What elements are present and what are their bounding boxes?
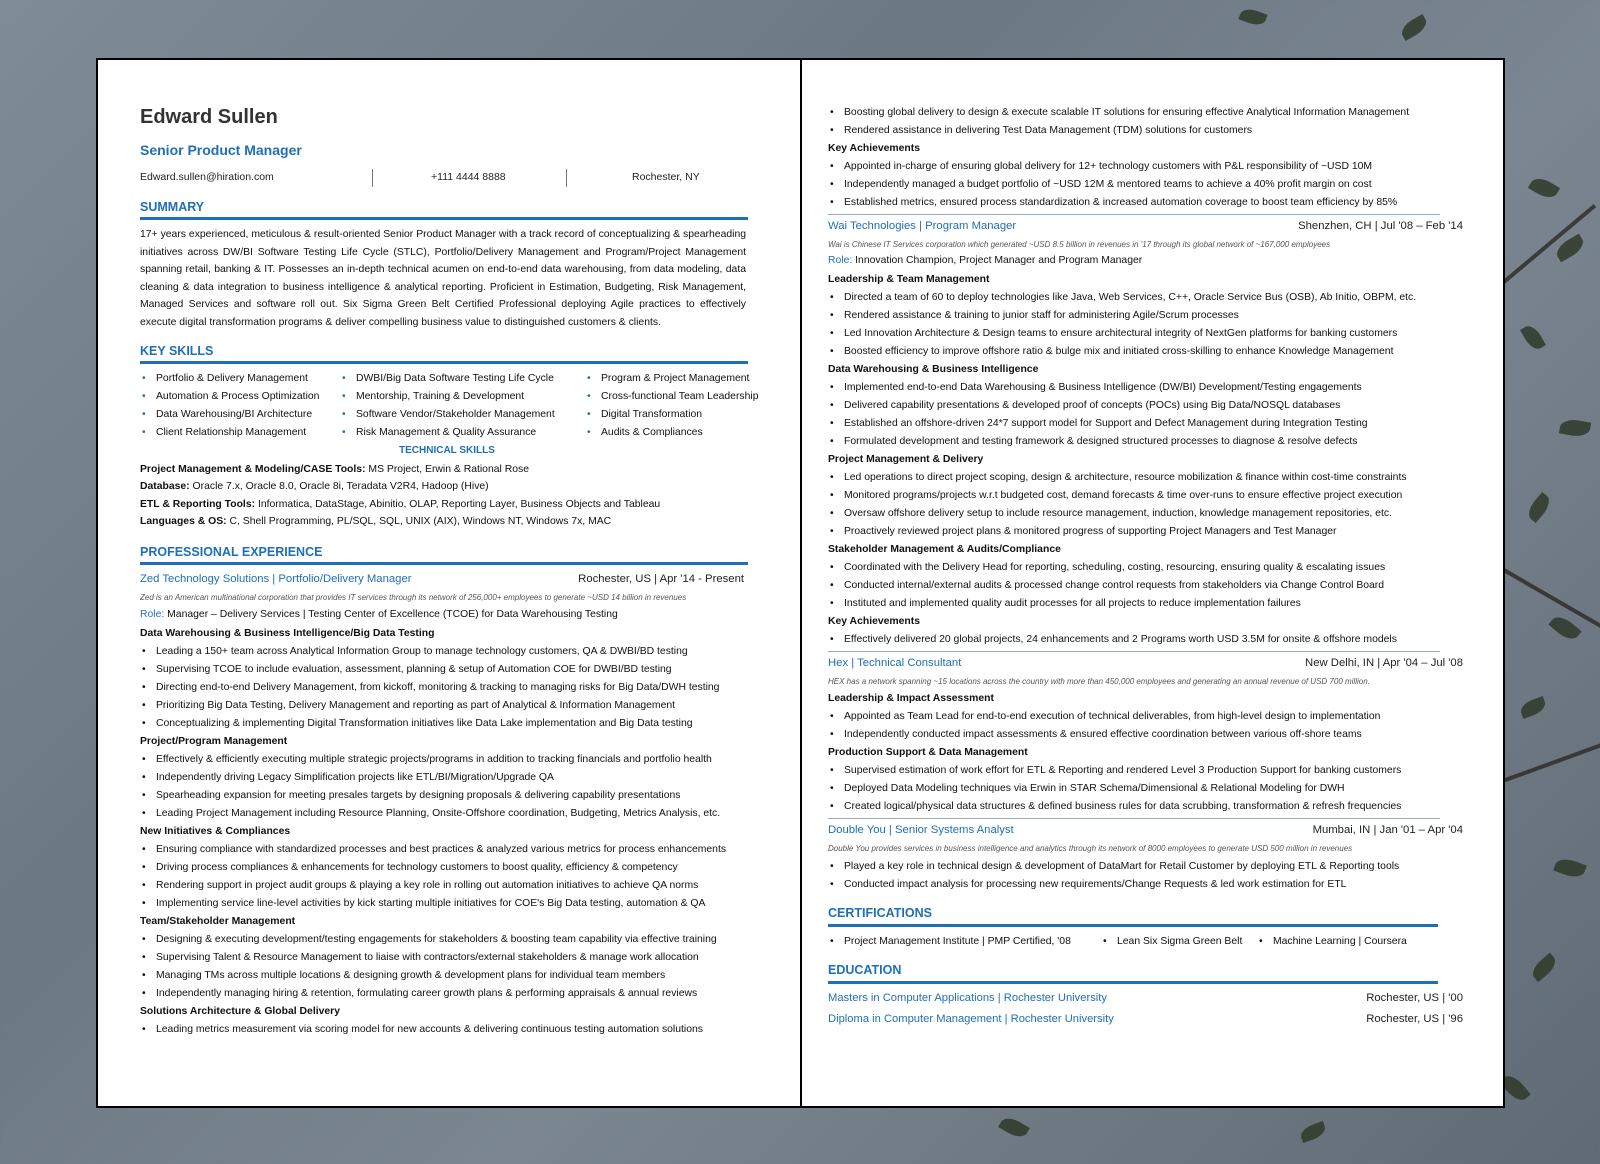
bullet-item: • Conducted impact analysis for processing new requirements/Change Requests & led work estimation for ETL	[828, 876, 1346, 894]
bullet-item: • Conceptualizing & implementing Digital Transformation initiatives like Data Lake implementation and Big Data testing	[140, 715, 693, 733]
bullet-item: • Designing & executing development/testing engagements for stakeholders & boosting team capability via effective training	[140, 931, 717, 949]
bullet-item: • Boosting global delivery to design & execute scalable IT solutions for ensuring effective Analytical Information Management	[828, 104, 1409, 122]
skill-item: • Client Relationship Management	[140, 424, 306, 442]
job-title: Zed Technology Solutions | Portfolio/Delivery Manager	[140, 573, 412, 585]
tech-skill-row: Database: Oracle 7.x, Oracle 8.0, Oracle 8i, Teradata V2R4, Hadoop (Hive)	[140, 481, 489, 492]
job-divider	[828, 214, 1440, 215]
bullet-item: • Formulated development and testing framework & designed structured processes to diagnose & resolve defects	[828, 433, 1357, 451]
skill-item: • Audits & Compliances	[585, 424, 703, 442]
job-location: Mumbai, IN | Jan '01 – Apr '04	[1312, 824, 1463, 836]
skill-item: • Data Warehousing/BI Architecture	[140, 406, 312, 424]
job-divider	[828, 818, 1440, 819]
bullet-item: • Leading a 150+ team across Analytical Information Group to manage technology customers, QA & DWBI/BD testing	[140, 643, 688, 661]
bullet-item: • Directing end-to-end Delivery Management, from kickoff, monitoring & tracking to managing risks for Big Data/DWH testing	[140, 679, 719, 697]
bullet-item: • Supervised estimation of work effort for ETL & Reporting and rendered Level 3 Production Support for banking customers	[828, 762, 1401, 780]
bullet-item: • Deployed Data Modeling techniques via Erwin in STAR Schema/Dimensional & Relational Modeling for DWH	[828, 780, 1345, 798]
skill-item: • Risk Management & Quality Assurance	[340, 424, 536, 442]
job-title: Double You | Senior Systems Analyst	[828, 824, 1014, 836]
skill-item: • Digital Transformation	[585, 406, 702, 424]
bullet-item: • Rendered assistance in delivering Test Data Management (TDM) solutions for customers	[828, 122, 1252, 140]
certifications-heading: CERTIFICATIONS	[828, 906, 932, 920]
bullet-item: • Leading metrics measurement via scoring model for new accounts & delivering continuous testing automation solutions	[140, 1021, 703, 1039]
education-degree: Masters in Computer Applications | Rochester University	[828, 992, 1107, 1004]
job-role: Role: Innovation Champion, Project Manager and Program Manager	[828, 255, 1143, 266]
contact-divider	[566, 169, 567, 187]
bullet-item: • Effectively delivered 20 global projects, 24 enhancements and 2 Programs worth USD 3.5M for onsite & offshore models	[828, 631, 1397, 649]
education-location: Rochester, US | '00	[1366, 992, 1463, 1004]
bullet-item: • Oversaw offshore delivery setup to include resource management, induction, knowledge management repositories, etc.	[828, 505, 1392, 523]
subsection-heading: Solutions Architecture & Global Delivery	[140, 1006, 340, 1017]
bullet-item: • Leading Project Management including Resource Planning, Onsite-Offshore coordination, Budgeting, Metrics Analysis, etc.	[140, 805, 720, 823]
contact-phone: +111 4444 8888	[431, 171, 506, 183]
education-location: Rochester, US | '96	[1366, 1013, 1463, 1025]
bullet-item: • Rendering support in project audit groups & playing a key role in rolling out automation initiatives to achieve QA norms	[140, 877, 698, 895]
bullet-item: • Appointed as Team Lead for end-to-end execution of technical deliverables, from high-level design to implementation	[828, 708, 1380, 726]
resume-page-1	[96, 58, 802, 1108]
certification-item: • Project Management Institute | PMP Certified, '08	[828, 933, 1071, 951]
bullet-item: • Coordinated with the Delivery Head for reporting, scheduling, costing, resourcing, ensuring quality & escalating issues	[828, 559, 1385, 577]
experience-heading: PROFESSIONAL EXPERIENCE	[140, 545, 323, 559]
contact-email: Edward.sullen@hiration.com	[140, 171, 274, 183]
bullet-item: • Created logical/physical data structures & defined business rules for data scrubbing, transformation & refresh frequencies	[828, 798, 1401, 816]
tech-skill-row: ETL & Reporting Tools: Informatica, DataStage, Abinitio, OLAP, Reporting Layer, Business Objects and Tableau	[140, 499, 661, 510]
company-description: Wai is Chinese IT Services corporation which generated ~USD 8.5 billion in revenues in '17 through its global network of ~167,000 employees	[828, 240, 1331, 249]
skill-item: • Portfolio & Delivery Management	[140, 370, 308, 388]
bullet-item: • Conducted internal/external audits & processed change control requests from stakeholders via Change Control Board	[828, 577, 1384, 595]
bullet-item: • Played a key role in technical design & development of DataMart for Retail Customer by deploying ETL & Reporting tools	[828, 858, 1399, 876]
bullet-item: • Led operations to direct project scoping, design & architecture, resource mobilization & finance within cost-time constraints	[828, 469, 1407, 487]
bullet-item: • Directed a team of 60 to deploy technologies like Java, Web Services, C++, Oracle Service Bus (OSB), Ab Initio, OBPM, etc.	[828, 289, 1416, 307]
company-description: HEX has a network spanning ~15 locations across the country with more than 450,000 employees and generating an annual revenue of USD 700 million.	[828, 677, 1370, 686]
subsection-heading: New Initiatives & Compliances	[140, 826, 291, 837]
bullet-item: • Independently managing hiring & retention, formulating career growth plans & performing appraisals & annual reviews	[140, 985, 697, 1003]
bullet-item: • Driving process compliances & enhancements for technology customers to boost quality, efficiency & competency	[140, 859, 678, 877]
candidate-name: Edward Sullen	[140, 106, 278, 128]
summary-heading: SUMMARY	[140, 200, 205, 214]
bullet-item: • Supervising Talent & Resource Management to liaise with contractors/external stakeholders & manage work allocation	[140, 949, 699, 967]
job-title: Wai Technologies | Program Manager	[828, 220, 1017, 232]
education-heading: EDUCATION	[828, 963, 902, 977]
candidate-title: Senior Product Manager	[140, 142, 302, 158]
job-title: Hex | Technical Consultant	[828, 657, 962, 669]
subsection-heading: Team/Stakeholder Management	[140, 916, 296, 927]
bullet-item: • Independently managed a budget portfolio of ~USD 12M & mentored teams to achieve a 40% profit margin on cost	[828, 176, 1372, 194]
subsection-heading: Data Warehousing & Business Intelligence	[828, 364, 1039, 375]
company-description: Zed is an American multinational corporation that provides IT services through its network of 256,000+ employees to generate ~USD 14 billion in revenues	[140, 593, 687, 602]
technical-skills-heading: TECHNICAL SKILLS	[399, 445, 495, 456]
job-location: New Delhi, IN | Apr '04 – Jul '08	[1305, 657, 1463, 669]
bullet-item: • Effectively & efficiently executing multiple strategic projects/programs in addition to tracking financials and portfolio health	[140, 751, 712, 769]
bullet-item: • Supervising TCOE to include evaluation, assessment, planning & setup of Automation COE for DWBI/BD testing	[140, 661, 672, 679]
subsection-heading: Key Achievements	[828, 143, 921, 154]
bullet-item: • Monitored programs/projects w.r.t budgeted cost, demand forecasts & time over-runs to ensure effective project execution	[828, 487, 1402, 505]
bullet-item: • Managing TMs across multiple locations & designing growth & development plans for individual team members	[140, 967, 665, 985]
section-rule	[140, 562, 748, 565]
section-rule	[140, 217, 748, 220]
bullet-item: • Rendered assistance & training to junior staff for administering Agile/Scrum processes	[828, 307, 1239, 325]
tech-skill-row: Languages & OS: C, Shell Programming, PL/SQL, SQL, UNIX (AIX), Windows NT, Windows 7x, MAC	[140, 516, 612, 527]
company-description: Double You provides services in business intelligence and analytics through its network of 8000 employees to generate USD 500 million in revenues	[828, 844, 1353, 853]
section-rule	[140, 361, 748, 364]
certification-item: • Lean Six Sigma Green Belt	[1101, 933, 1242, 951]
bullet-item: • Implemented end-to-end Data Warehousing & Business Intelligence (DW/BI) Development/Testing engagements	[828, 379, 1362, 397]
subsection-heading: Key Achievements	[828, 616, 921, 627]
section-rule	[828, 924, 1438, 927]
bullet-item: • Appointed in-charge of ensuring global delivery for 12+ technology customers with P&L responsibility of ~USD 10M	[828, 158, 1372, 176]
skill-item: • Cross-functional Team Leadership	[585, 388, 758, 406]
bullet-item: • Boosted efficiency to improve offshore ratio & bulge mix and initiated cross-skilling to enhance Knowledge Management	[828, 343, 1393, 361]
subsection-heading: Project/Program Management	[140, 736, 288, 747]
job-location: Shenzhen, CH | Jul '08 – Feb '14	[1298, 220, 1463, 232]
skill-item: • Mentorship, Training & Development	[340, 388, 524, 406]
certification-item: • Machine Learning | Coursera	[1257, 933, 1407, 951]
bullet-item: • Proactively reviewed project plans & monitored progress of supporting Project Managers and Test Manager	[828, 523, 1336, 541]
subsection-heading: Leadership & Impact Assessment	[828, 693, 994, 704]
skills-heading: KEY SKILLS	[140, 344, 214, 358]
subsection-heading: Data Warehousing & Business Intelligence/Big Data Testing	[140, 628, 435, 639]
bullet-item: • Instituted and implemented quality audit processes for all projects to reduce implementation failures	[828, 595, 1301, 613]
bullet-item: • Led Innovation Architecture & Design teams to ensure architectural integrity of NextGen platforms for banking customers	[828, 325, 1397, 343]
skill-item: • Automation & Process Optimization	[140, 388, 319, 406]
bullet-item: • Spearheading expansion for meeting presales targets by designing proposals & delivering capability presentations	[140, 787, 680, 805]
summary-text: 17+ years experienced, meticulous & result-oriented Senior Product Manager with a track record of conceptualizing & spearheading initiatives across DW/BI Software Testing Life Cycle (STLC), Portfolio/Delivery Management and Program/Project Management spanning retail, banking & IT. Possesses an in-depth technical acumen on end-to-end data warehousing, from data modeling, data cleaning & data integration to business intelligence & analytical reporting. Proficient in Estimation, Budgeting, Risk Management, Managed Services and software roll out. Six Sigma Green Belt Certified Professional deploying Agile practices to effectively execute digital transformation programs & deliver compelling business value to distinguished customers & clients.	[140, 229, 746, 328]
subsection-heading: Stakeholder Management & Audits/Compliance	[828, 544, 1061, 555]
contact-location: Rochester, NY	[632, 171, 700, 183]
skill-item: • DWBI/Big Data Software Testing Life Cycle	[340, 370, 554, 388]
section-rule	[828, 981, 1438, 984]
subsection-heading: Project Management & Delivery	[828, 454, 984, 465]
bullet-item: • Ensuring compliance with standardized processes and best practices & analyzed various metrics for process enhancements	[140, 841, 726, 859]
tech-skill-row: Project Management & Modeling/CASE Tools: MS Project, Erwin & Rational Rose	[140, 464, 529, 475]
bullet-item: • Established an offshore-driven 24*7 support model for Support and Defect Management during Integration Testing	[828, 415, 1368, 433]
job-role: Role: Manager – Delivery Services | Testing Center of Excellence (TCOE) for Data Warehousing Testing	[140, 609, 618, 620]
subsection-heading: Production Support & Data Management	[828, 747, 1028, 758]
skill-item: • Program & Project Management	[585, 370, 749, 388]
bullet-item: • Established metrics, ensured process standardization & increased automation coverage to boost team efficiency by 85%	[828, 194, 1397, 212]
bullet-item: • Independently conducted impact assessments & ensured effective coordination between various off-shore teams	[828, 726, 1362, 744]
subsection-heading: Leadership & Team Management	[828, 274, 990, 285]
bullet-item: • Prioritizing Big Data Testing, Delivery Management and reporting as part of Analytical & Information Management	[140, 697, 675, 715]
bullet-item: • Independently driving Legacy Simplification projects like ETL/BI/Migration/Upgrade QA	[140, 769, 554, 787]
skill-item: • Software Vendor/Stakeholder Management	[340, 406, 555, 424]
education-degree: Diploma in Computer Management | Rochester University	[828, 1013, 1114, 1025]
bullet-item: • Implementing service line-level activities by kick starting multiple initiatives for COE's Big Data testing, automation & QA	[140, 895, 705, 913]
job-location: Rochester, US | Apr '14 - Present	[578, 573, 744, 585]
contact-divider	[372, 169, 373, 187]
job-divider	[828, 651, 1440, 652]
bullet-item: • Delivered capability presentations & developed proof of concepts (POCs) using Big Data/NOSQL databases	[828, 397, 1340, 415]
resume-page-2	[800, 58, 1505, 1108]
